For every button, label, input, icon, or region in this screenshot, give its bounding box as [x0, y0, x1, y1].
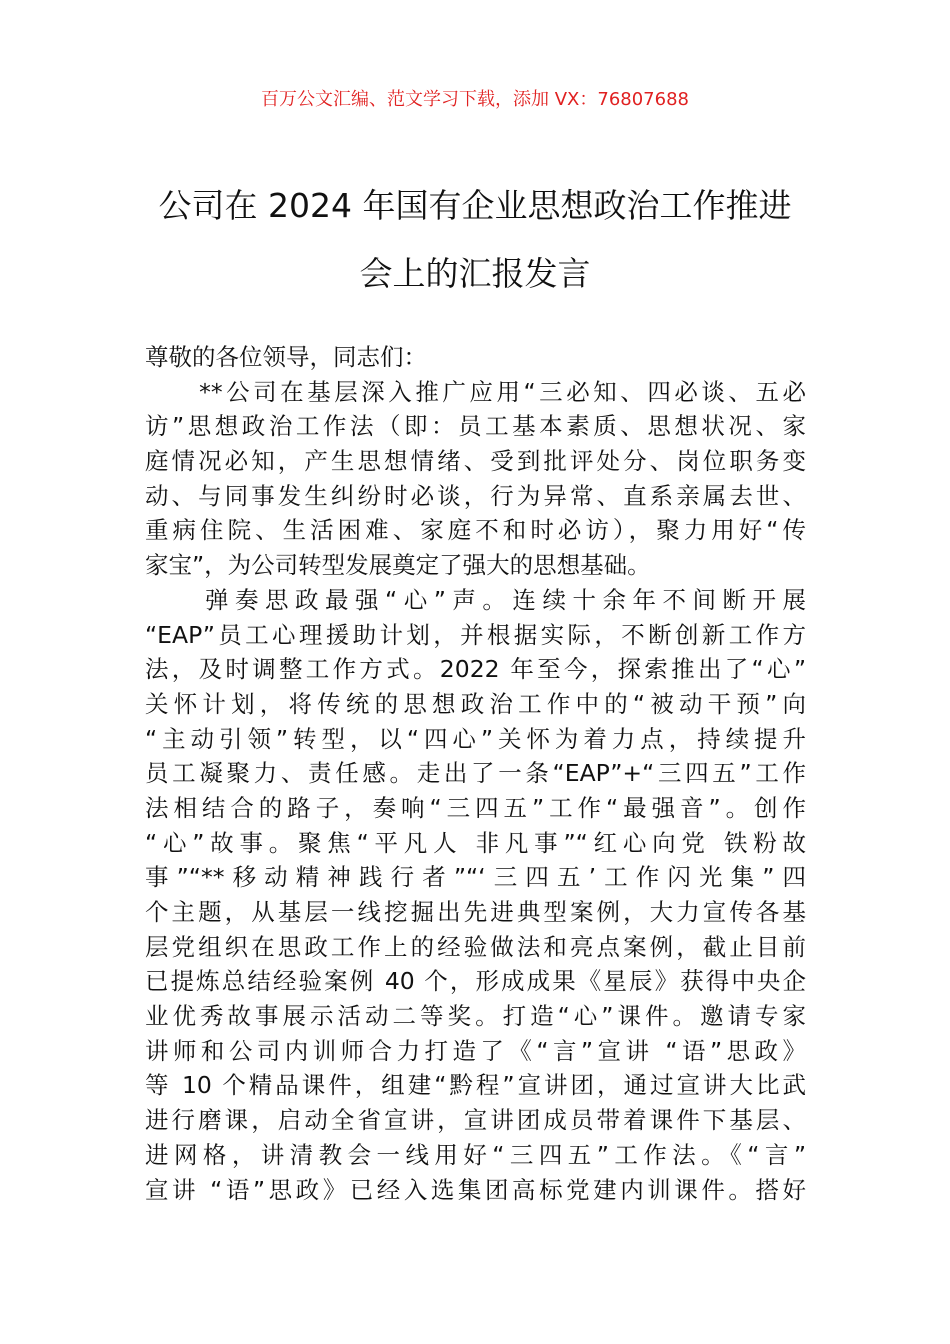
body-line: 法，及时调整工作方式。2022 年至今，探索推出了“心” — [145, 655, 806, 684]
body-line: 宣讲 “语”思政》已经入选集团高标党建内训课件。搭好 — [145, 1175, 806, 1204]
body-line: 讲师和公司内训师合力打造了《“言”宣讲 “语”思政》 — [145, 1036, 806, 1065]
body-line: 法相结合的路子，奏响“三四五”工作“最强音”。创作 — [145, 793, 806, 822]
body-line: “EAP”员工心理援助计划，并根据实际，不断创新工作方 — [145, 620, 806, 649]
body-line: 层党组织在思政工作上的经验做法和亮点案例，截止目前 — [145, 932, 806, 961]
body-line: “心”故事。聚焦“平凡人 非凡事”“红心向党 铁粉故 — [145, 828, 806, 857]
body-line: “主动引领”转型，以“四心”关怀为着力点，持续提升 — [145, 724, 806, 753]
body-line: 等 10 个精品课件，组建“黔程”宣讲团，通过宣讲大比武 — [145, 1071, 806, 1100]
body-line: 已提炼总结经验案例 40 个，形成成果《星辰》获得中央企 — [145, 967, 806, 996]
body-line: 业优秀故事展示活动二等奖。打造“心”课件。邀请专家 — [145, 1002, 806, 1031]
body-line: 弹奏思政最强“心”声。连续十余年不间断开展 — [145, 585, 806, 614]
document-title-line-1: 公司在 2024 年国有企业思想政治工作推进 — [158, 186, 792, 225]
body-text — [145, 375, 806, 1208]
body-line: 员工凝聚力、责任感。走出了一条“EAP”+“三四五”工作 — [145, 759, 806, 788]
body-line: 访”思想政治工作法（即：员工基本素质、思想状况、家 — [145, 412, 806, 441]
body-line: 家宝”，为公司转型发展奠定了强大的思想基础。 — [145, 551, 651, 580]
document-body — [145, 340, 806, 1207]
body-line: 重病住院、生活困难、家庭不和时必访），聚力用好“传 — [145, 516, 806, 545]
body-line: 进网格，讲清教会一线用好“三四五”工作法。《“言” — [145, 1140, 806, 1169]
body-line: 关怀计划，将传统的思想政治工作中的“被动干预”向 — [145, 689, 806, 718]
body-line: 个主题，从基层一线挖掘出先进典型案例，大力宣传各基 — [145, 898, 806, 926]
header-note: 百万公文汇编、范文学习下载，添加 VX：76807688 — [261, 89, 689, 110]
body-line: 进行磨课，启动全省宣讲，宣讲团成员带着课件下基层、 — [145, 1106, 806, 1135]
body-line: 动、与同事发生纠纷时必谈，行为异常、直系亲属去世、 — [145, 481, 806, 510]
body-line: **公司在基层深入推广应用“三必知、四必谈、五必 — [145, 377, 806, 406]
body-line: 庭情况必知，产生思想情绪、受到批评处分、岗位职务变 — [145, 447, 806, 476]
salutation: 尊敬的各位领导，同志们： — [145, 343, 427, 371]
document-title-line-2: 会上的汇报发言 — [359, 254, 591, 293]
body-line: 事”“**移动精神践行者”“‘三四五’工作闪光集”四 — [145, 863, 806, 892]
